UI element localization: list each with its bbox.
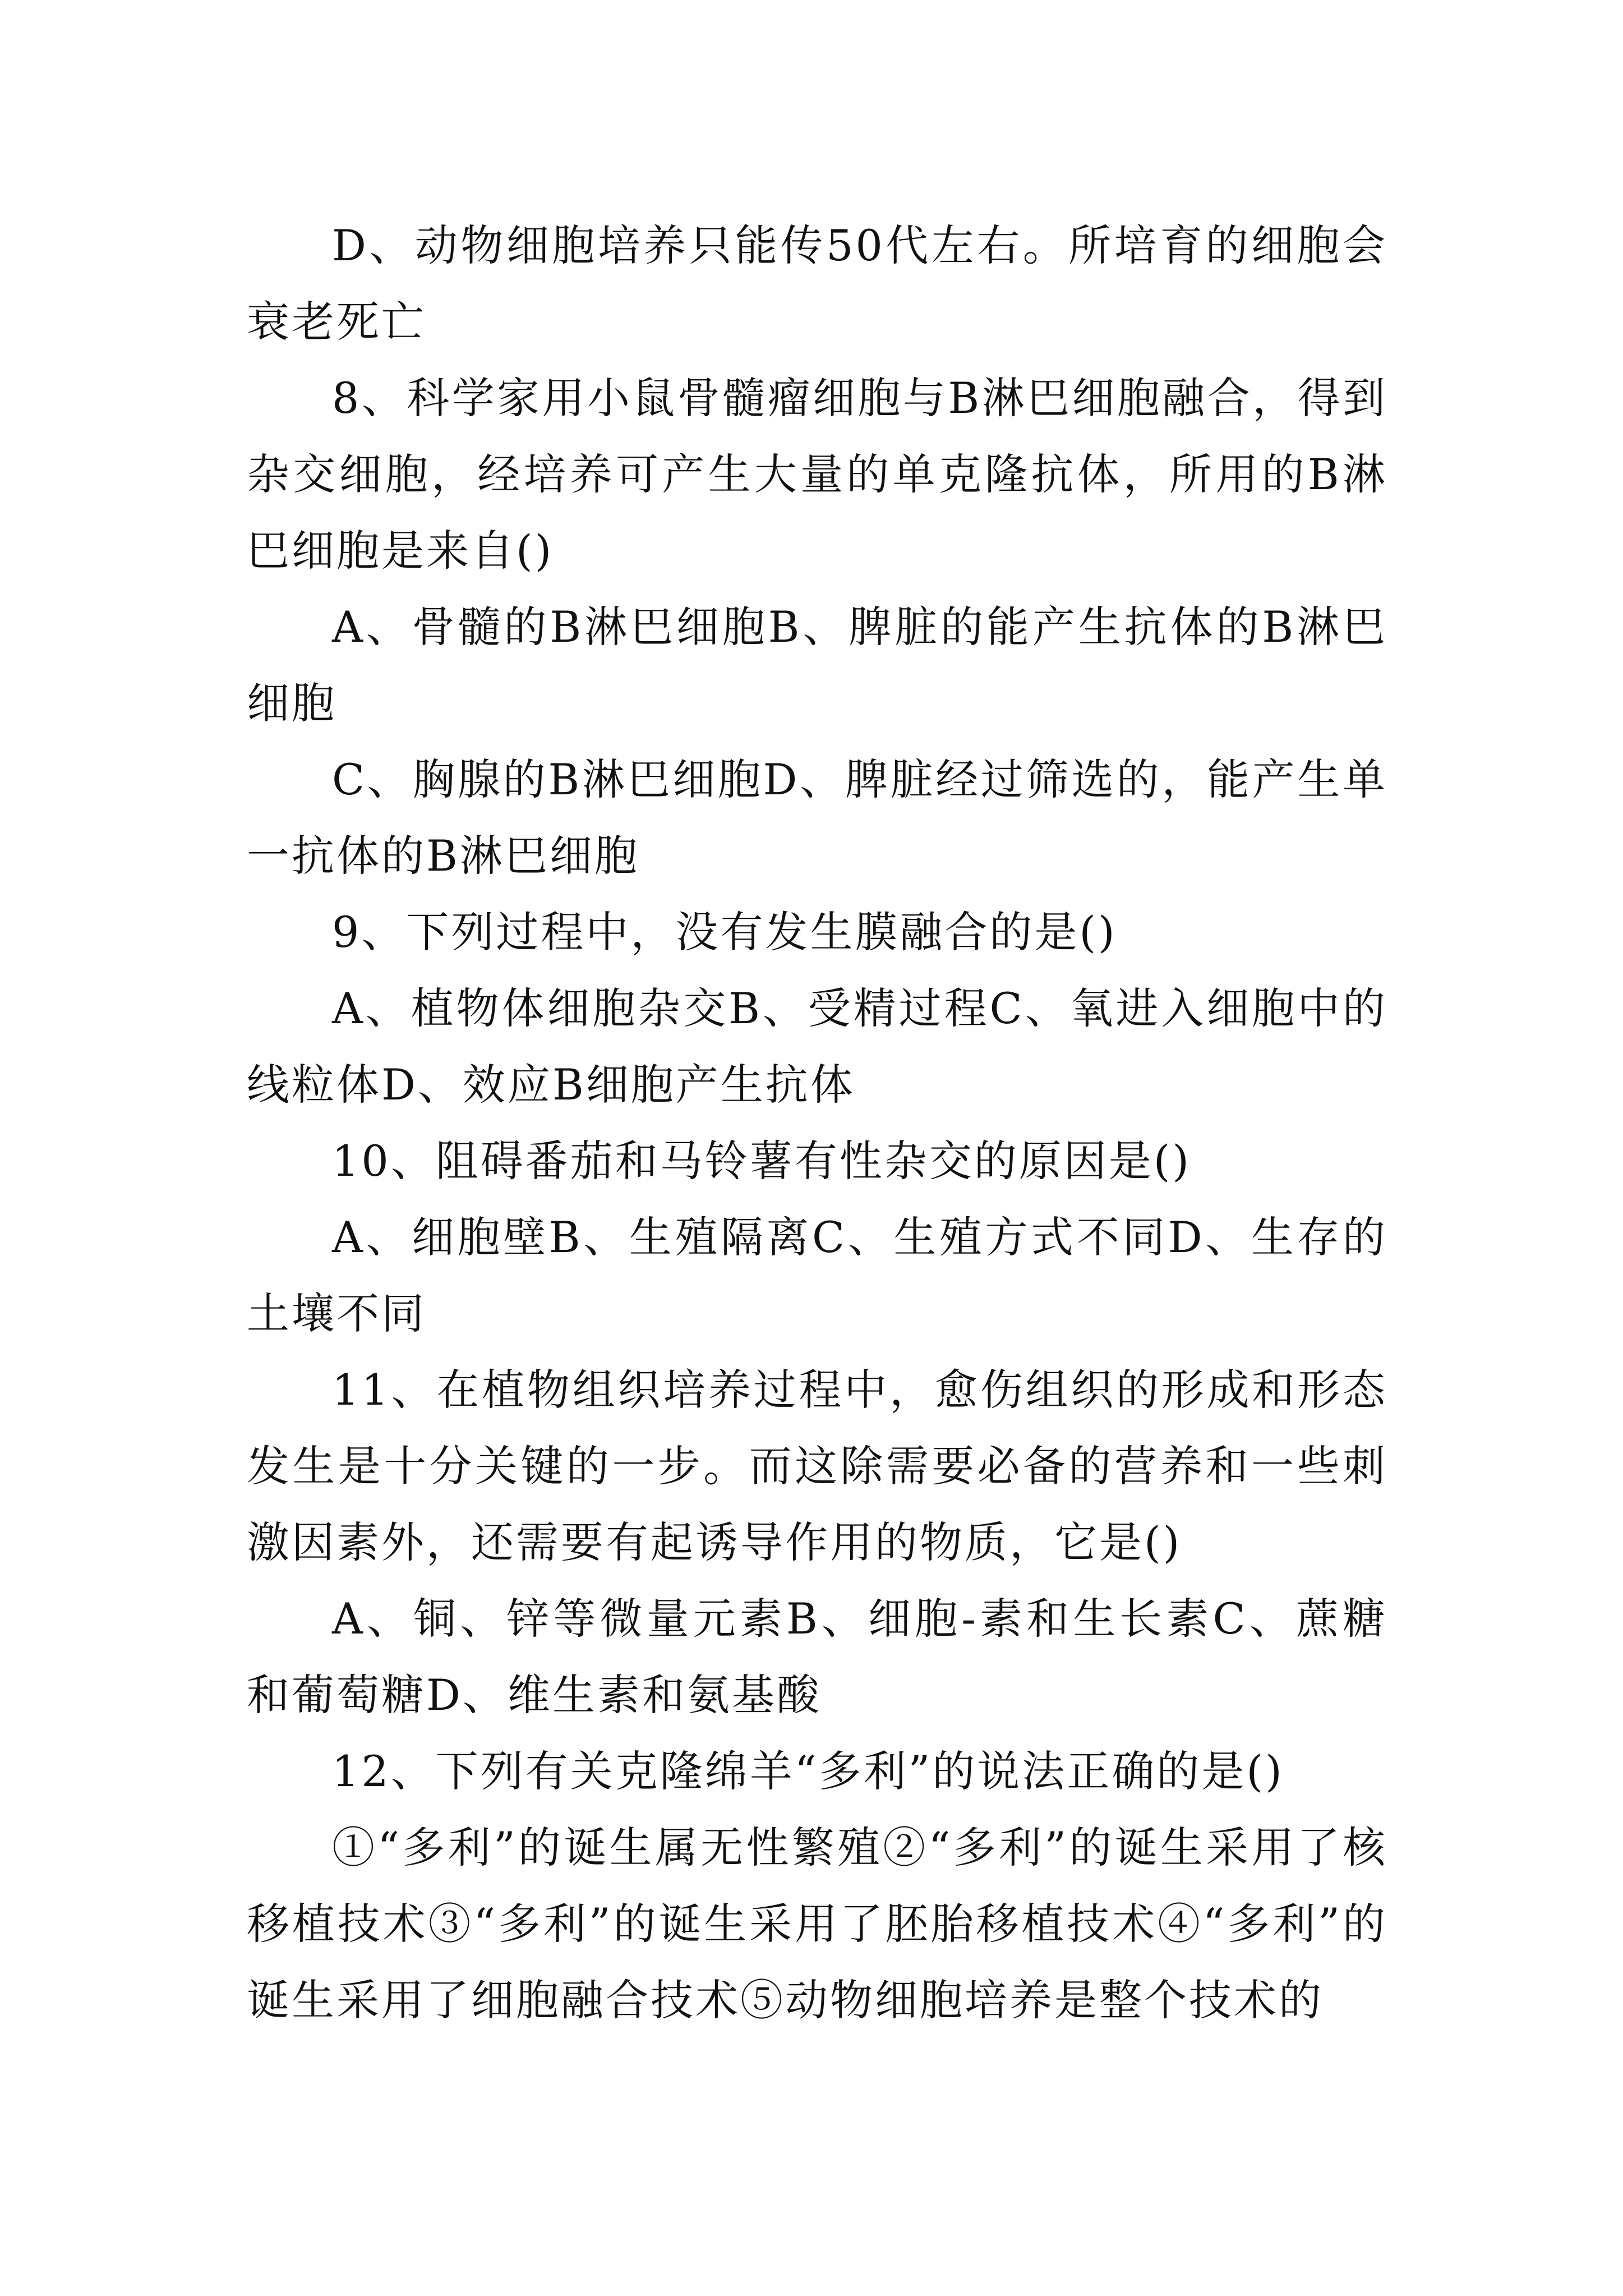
paragraph-options-8cd: C、胸腺的B淋巴细胞D、脾脏经过筛选的，能产生单一抗体的B淋巴细胞 [247, 754, 1387, 881]
paragraph-option-7d: D、动物细胞培养只能传50代左右。所培育的细胞会衰老死亡 [247, 220, 1387, 347]
paragraph-options-8ab: A、骨髓的B淋巴细胞B、脾脏的能产生抗体的B淋巴细胞 [247, 602, 1387, 728]
paragraph-options-11: A、铜、锌等微量元素B、细胞-素和生长素C、蔗糖和葡萄糖D、维生素和氨基酸 [247, 1594, 1387, 1720]
paragraph-question-8: 8、科学家用小鼠骨髓瘤细胞与B淋巴细胞融合，得到杂交细胞，经培养可产生大量的单克隆抗体，所用的B淋巴细胞是来自() [247, 373, 1387, 576]
paragraph-statements-12: ①“多利”的诞生属无性繁殖②“多利”的诞生采用了核移植技术③“多利”的诞生采用了胚胎移植技术④“多利”的诞生采用了细胞融合技术⑤动物细胞培养是整个技术的 [247, 1823, 1387, 2025]
paragraph-options-10: A、细胞壁B、生殖隔离C、生殖方式不同D、生存的土壤不同 [247, 1212, 1387, 1338]
document-body [247, 208, 1387, 2039]
paragraph-question-10: 10、阻碍番茄和马铃薯有性杂交的原因是() [332, 1136, 1192, 1186]
paragraph-question-11: 11、在植物组织培养过程中，愈伤组织的形成和形态发生是十分关键的一步。而这除需要必备的营养和一些刺激因素外，还需要有起诱导作用的物质，它是() [247, 1365, 1387, 1567]
paragraph-question-12: 12、下列有关克隆绵羊“多利”的说法正确的是() [332, 1746, 1284, 1796]
paragraph-options-9: A、植物体细胞杂交B、受精过程C、氧进入细胞中的线粒体D、效应B细胞产生抗体 [247, 983, 1387, 1110]
paragraph-question-9: 9、下列过程中，没有发生膜融合的是() [332, 907, 1117, 957]
